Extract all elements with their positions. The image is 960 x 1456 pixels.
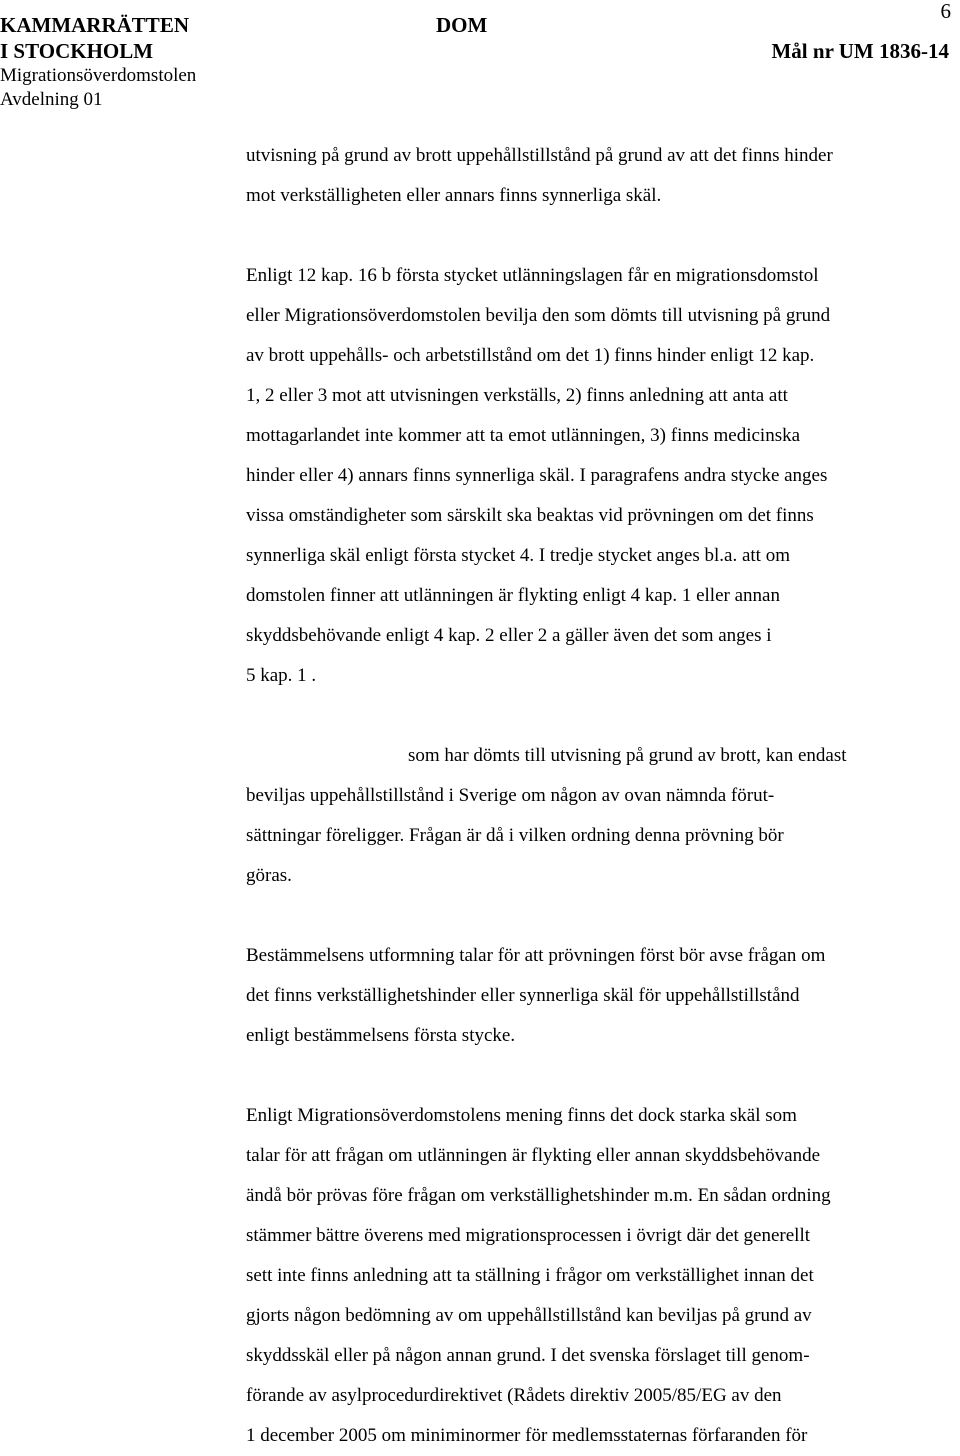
court-division: Migrationsöverdomstolen: [0, 65, 197, 86]
page-number: 6: [940, 0, 951, 23]
paragraph-4: Bestämmelsens utformning talar för att prövningen först bör avse frågan om det finns verkställighetshinder eller synnerliga skäl för uppehållstillstånd enligt bestämmelsens första stycke.: [246, 945, 826, 1046]
document-body: [246, 136, 960, 1456]
court-name-block: [0, 12, 196, 112]
paragraph-3: som har dömts till utvisning på grund av brott, kan endast beviljas uppehållstillstånd i Sverige om någon av ovan nämnda förut- sättningar föreligger. Frågan är då i vilken ordning denna prövning bör göras.: [246, 745, 847, 886]
paragraph-1: utvisning på grund av brott uppehållstillstånd på grund av att det finns hinder mot verkställigheten eller annars finns synnerliga skäl.: [246, 145, 833, 206]
court-department: Avdelning 01: [0, 89, 103, 110]
court-name-line1: KAMMARRÄTTEN: [0, 13, 189, 37]
case-number: Mål nr UM 1836-14: [771, 39, 949, 63]
page-header: [0, 0, 960, 110]
paragraph-5: Enligt Migrationsöverdomstolens mening finns det dock starka skäl som talar för att frågan om utlänningen är flykting eller annan skyddsbehövande ändå bör prövas före frågan om verkställighetshinder m.m. En sådan ordning stämmer bättre överens med migrationsprocessen i övrigt där det generellt sett inte finns anledning att ta ställning i frågor om verkställighet innan det gjorts någon bedömning av om uppehållstillstånd kan beviljas på grund av skyddsskäl eller på någon annan grund. I det svenska förslaget till genom- förande av asylprocedurdirektivet (Rådets direktiv 2005/85/EG av den 1 december 2005 om miniminormer för medlemsstaternas förfaranden för: [246, 1105, 831, 1446]
document-type: DOM: [436, 13, 488, 37]
paragraph-2: Enligt 12 kap. 16 b första stycket utlänningslagen får en migrationsdomstol eller Migrationsöverdomstolen bevilja den som dömts till utvisning på grund av brott uppehålls- och arbetstillstånd om det 1) finns hinder enligt 12 kap. 1, 2 eller 3 mot att utvisningen verkställs, 2) finns anledning att anta att mottagarlandet inte kommer att ta emot utlänningen, 3) finns medicinska hinder eller 4) annars finns synnerliga skäl. I paragrafens andra stycke anges vissa omständigheter som särskilt ska beaktas vid prövningen om det finns synnerliga skäl enligt första stycket 4. I tredje stycket anges bl.a. att om domstolen finner att utlänningen är flykting enligt 4 kap. 1 eller annan skyddsbehövande enligt 4 kap. 2 eller 2 a gäller även det som anges i 5 kap. 1 .: [246, 265, 831, 686]
court-name-line2: I STOCKHOLM: [0, 39, 154, 63]
